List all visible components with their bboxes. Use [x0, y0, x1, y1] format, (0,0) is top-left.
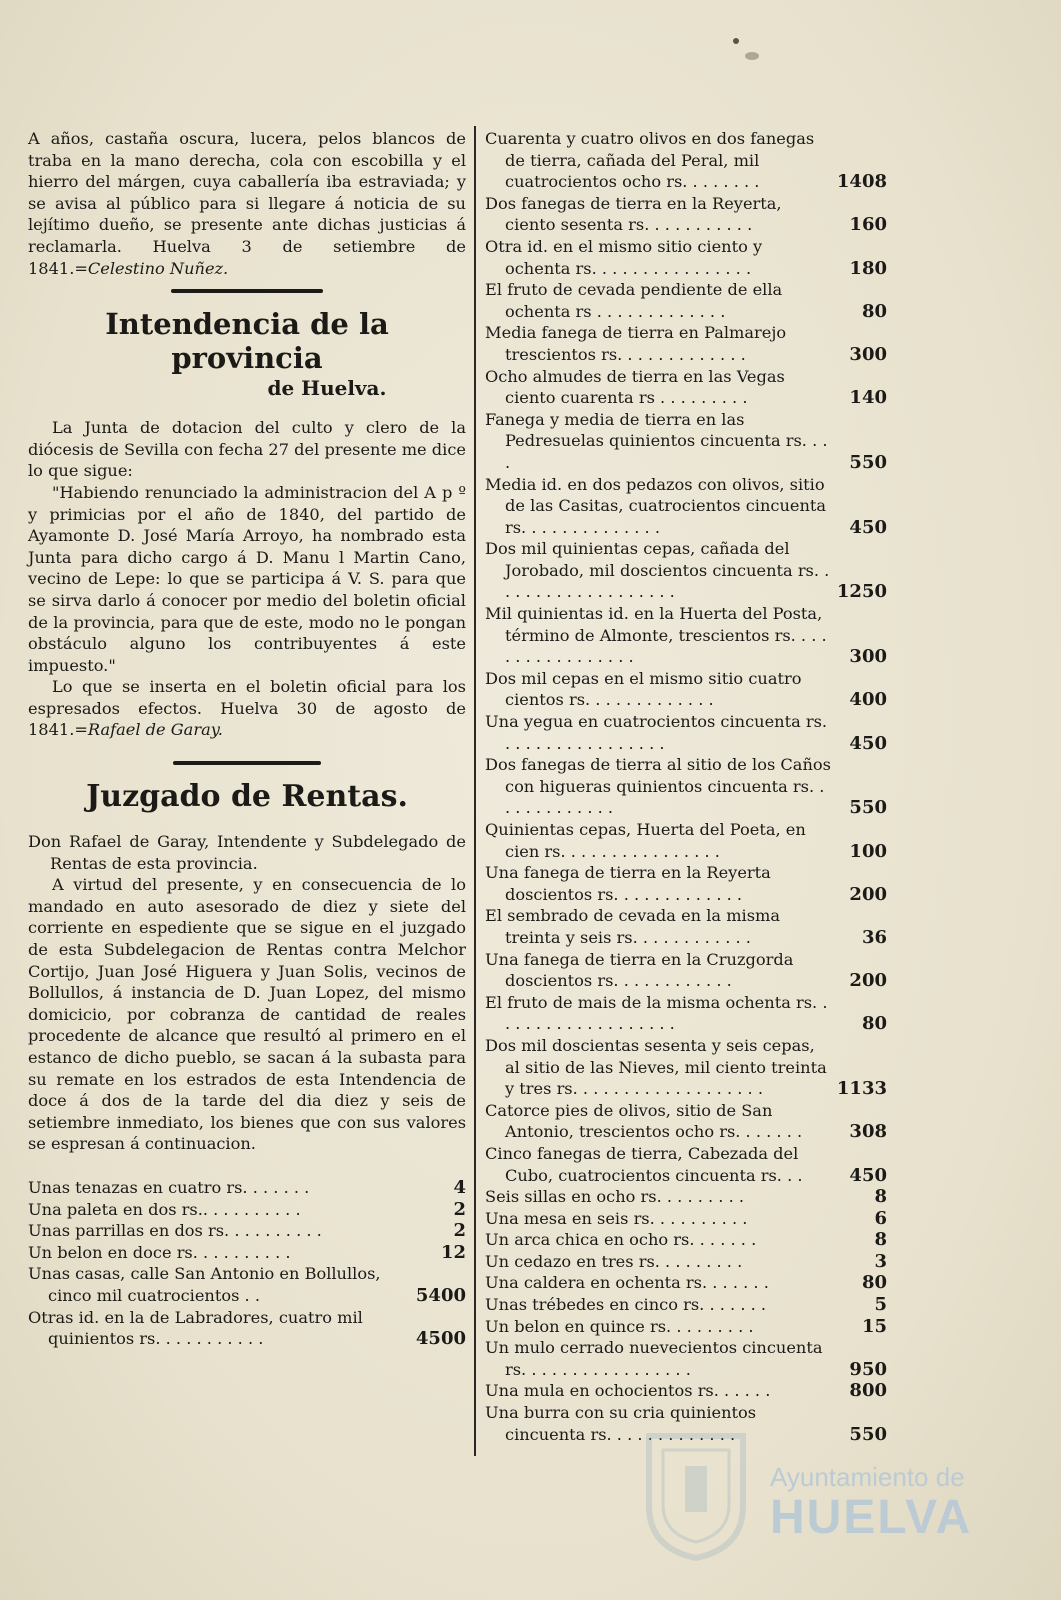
inventory-item-value: 4 — [453, 1176, 466, 1198]
inventory-item-description: Mil quinientas id. en la Huerta del Posta, término de Almonte, trescientos rs. . . . . . . . . . . . . . . . . — [485, 604, 827, 667]
inventory-item-value: 15 — [861, 1315, 887, 1337]
inventory-item — [485, 949, 887, 992]
inventory-item-description: Quinientas cepas, Huerta del Poeta, en cien rs. . . . . . . . . . . . . . . . — [485, 820, 806, 861]
inventory-item-value: 80 — [861, 1272, 887, 1294]
inventory-item-description: Una fanega de tierra en la Reyerta doscientos rs. . . . . . . . . . . . . — [485, 863, 771, 904]
inventory-item — [485, 128, 887, 193]
inventory-item — [485, 1035, 887, 1100]
inventory-item-description: Una yegua en cuatrocientos cincuenta rs. . . . . . . . . . . . . . . . . — [485, 712, 828, 753]
inventory-item-description: Una caldera en ochenta rs. . . . . . . — [485, 1273, 769, 1293]
inventory-item — [485, 754, 887, 819]
notice-intendencia-signature: Rafael de Garay. — [87, 720, 223, 740]
inventory-item — [485, 1229, 887, 1251]
inventory-item-description: Una burra con su cria quinientos cincuenta rs. . . . . . . . . . . . . — [485, 1403, 757, 1444]
inventory-item-value: 300 — [849, 343, 887, 365]
notice-juzgado-title: Juzgado de Rentas. — [86, 779, 408, 815]
inventory-item-description: Dos fanegas de tierra al sitio de los Caños con higueras quinientos cincuenta rs. . . . . . . . . . . . . — [485, 755, 831, 818]
inventory-item-value: 450 — [849, 1164, 887, 1186]
inventory-item-value: 100 — [849, 840, 887, 862]
inventory-list-left — [28, 1177, 466, 1350]
inventory-item-value: 12 — [440, 1241, 466, 1263]
inventory-item — [485, 1251, 887, 1273]
inventory-item-value: 36 — [861, 926, 887, 948]
inventory-item — [485, 1316, 887, 1338]
section-divider — [173, 761, 321, 765]
left-column — [28, 128, 466, 1350]
inventory-item-value: 80 — [861, 1013, 887, 1035]
inventory-item-value: 5 — [874, 1294, 887, 1316]
inventory-item-description: Ocho almudes de tierra en las Vegas ciento cuarenta rs . . . . . . . . . — [485, 366, 785, 408]
inventory-item-description: Un mulo cerrado nuevecientos cincuenta rs. . . . . . . . . . . . . . . . . — [485, 1338, 823, 1379]
inventory-item — [28, 1242, 466, 1264]
inventory-item-description: Un arca chica en ocho rs. . . . . . . — [485, 1230, 757, 1250]
notice-juzgado-paragraph-1: Don Rafael de Garay, Intendente y Subdelegado de Rentas de esta provincia. — [28, 832, 466, 873]
inventory-item-description: El sembrado de cevada en la misma treinta y seis rs. . . . . . . . . . . . — [485, 906, 781, 947]
notice-intendencia-paragraph-3: Lo que se inserta en el boletin oficial para los espresados efectos. Huelva 30 de agosto de 1841.=Rafael de Garay. — [28, 677, 466, 740]
inventory-item-description: Una mula en ochocientos rs. . . . . . — [485, 1381, 771, 1401]
inventory-item — [28, 1177, 466, 1199]
inventory-item — [485, 603, 887, 668]
inventory-item-description: Una mesa en seis rs. . . . . . . . . . — [485, 1208, 748, 1228]
inventory-item-description: Cuarenta y cuatro olivos en dos fanegas de tierra, cañada del Peral, mil cuatrocientos ocho rs. . . . . . . . — [485, 129, 815, 192]
inventory-item-description: Unas parrillas en dos rs. . . . . . . . . . — [28, 1221, 322, 1241]
inventory-item-value: 5400 — [415, 1284, 466, 1306]
inventory-item-description: Fanega y media de tierra en las Pedresuelas quinientos cincuenta rs. . . . — [485, 409, 828, 472]
inventory-item-description: Un cedazo en tres rs. . . . . . . . . — [485, 1251, 743, 1271]
inventory-item-value: 160 — [849, 214, 887, 236]
section-divider — [171, 289, 323, 293]
inventory-item-value: 450 — [849, 732, 887, 754]
notice-intendencia-paragraph-1: La Junta de dotacion del culto y clero de la diócesis de Sevilla con fecha 27 del presente me dice lo que sigue: — [28, 418, 466, 481]
inventory-item — [485, 711, 887, 754]
inventory-item-value: 80 — [861, 300, 887, 322]
inventory-item-value: 1408 — [836, 171, 887, 193]
inventory-item-value: 8 — [874, 1229, 887, 1251]
inventory-item-description: Otra id. en el mismo sitio ciento y ochenta rs. . . . . . . . . . . . . . . . — [485, 236, 763, 278]
inventory-item — [485, 538, 887, 603]
inventory-item-value: 950 — [849, 1358, 887, 1380]
inventory-item-value: 2 — [453, 1198, 466, 1220]
inventory-item-value: 308 — [849, 1121, 887, 1143]
inventory-list-right — [485, 128, 887, 1445]
inventory-item — [485, 862, 887, 905]
inventory-item-value: 140 — [849, 387, 887, 409]
inventory-item-value: 550 — [849, 797, 887, 819]
inventory-item-value: 4500 — [415, 1328, 466, 1350]
inventory-item-description: Otras id. en la de Labradores, cuatro mil quinientos rs. . . . . . . . . . . — [28, 1307, 363, 1349]
inventory-item — [485, 1380, 887, 1402]
inventory-item — [28, 1263, 466, 1306]
inventory-item-value: 550 — [849, 451, 887, 473]
inventory-item — [28, 1307, 466, 1350]
inventory-item — [28, 1220, 466, 1242]
inventory-item-value: 180 — [849, 257, 887, 279]
inventory-item — [485, 1186, 887, 1208]
inventory-item-description: Unas trébedes en cinco rs. . . . . . . — [485, 1295, 767, 1315]
inventory-item-value: 450 — [849, 516, 887, 538]
inventory-item-description: Dos fanegas de tierra en la Reyerta, ciento sesenta rs. . . . . . . . . . . — [485, 193, 782, 235]
inventory-item-description: Dos mil doscientas sesenta y seis cepas, al sitio de las Nieves, mil ciento treinta y tres rs. . . . . . . . . . . . . . . . . . . — [485, 1035, 827, 1099]
inventory-item-description: Seis sillas en ocho rs. . . . . . . . . — [485, 1187, 745, 1207]
notice-intendencia-paragraph-2: "Habiendo renunciado la administracion del A p º y primicias por el año de 1840, del partido de Ayamonte D. José María Arroyo, ha nombrado esta Junta para dicho cargo á D. Manu l Martin Cano, vecino de Lepe: lo que se participa á V. S. para que se sirva darlo á conocer por medio del boletin oficial de la provincia, para que de este, modo no le pongan obstáculo alguno los contribuyentes á este impuesto." — [28, 482, 466, 675]
inventory-item — [485, 819, 887, 862]
ink-stain — [745, 52, 759, 60]
inventory-item-description: Un belon en doce rs. . . . . . . . . . — [28, 1242, 291, 1262]
inventory-item-value: 3 — [874, 1250, 887, 1272]
inventory-item — [485, 193, 887, 236]
intro-paragraph: A años, castaña oscura, lucera, pelos blancos de traba en la mano derecha, cola con escobilla y el hierro del márgen, cuya caballería iba estraviada; y se avisa al público para si llegare á noticia de su lejítimo dueño, se presente ante dichas justicias á reclamarla. Huelva 3 de setiembre de 1841.=Celestino Nuñez. — [28, 129, 466, 278]
inventory-item-description: Cinco fanegas de tierra, Cabezada del Cubo, cuatrocientos cincuenta rs. . . — [485, 1143, 803, 1185]
inventory-item-value: 400 — [849, 689, 887, 711]
inventory-item — [485, 668, 887, 711]
inventory-item-description: Una paleta en dos rs.. . . . . . . . . . — [28, 1199, 301, 1219]
inventory-item — [485, 279, 887, 322]
column-rule — [474, 126, 476, 1456]
intro-signature: Celestino Nuñez. — [87, 258, 229, 278]
inventory-item-description: Unas tenazas en cuatro rs. . . . . . . — [28, 1177, 310, 1197]
inventory-item-value: 6 — [874, 1207, 887, 1229]
inventory-item-value: 1250 — [836, 581, 887, 603]
inventory-item-description: Una fanega de tierra en la Cruzgorda doscientos rs. . . . . . . . . . . . — [485, 949, 794, 991]
inventory-item-description: Media id. en dos pedazos con olivos, sitio de las Casitas, cuatrocientos cincuenta rs. . . . . . . . . . . . . . — [485, 474, 827, 537]
inventory-item-description: El fruto de cevada pendiente de ella ochenta rs . . . . . . . . . . . . . — [485, 280, 783, 321]
inventory-item — [485, 1208, 887, 1230]
inventory-item-description: Dos mil cepas en el mismo sitio cuatro cientos rs. . . . . . . . . . . . . — [485, 668, 802, 710]
city-crest-watermark-icon — [641, 1426, 751, 1562]
inventory-item — [485, 1100, 887, 1143]
inventory-item — [485, 409, 887, 474]
inventory-item — [485, 1294, 887, 1316]
watermark-line-2: HUELVA — [770, 1491, 973, 1544]
inventory-item-description: Media fanega de tierra en Palmarejo trescientos rs. . . . . . . . . . . . . — [485, 323, 787, 364]
inventory-item-description: Catorce pies de olivos, sitio de San Antonio, trescientos ocho rs. . . . . . . — [485, 1100, 803, 1142]
inventory-item — [485, 236, 887, 279]
inventory-item — [485, 992, 887, 1035]
inventory-item — [485, 1143, 887, 1186]
inventory-item — [485, 322, 887, 365]
inventory-item-description: Dos mil quinientas cepas, cañada del Jorobado, mil doscientos cincuenta rs. . . . . . . . . . . . . . . . . . . — [485, 539, 830, 602]
inventory-item-description: Un belon en quince rs. . . . . . . . . — [485, 1316, 754, 1336]
inventory-item — [485, 366, 887, 409]
inventory-item-value: 200 — [849, 883, 887, 905]
inventory-item — [485, 474, 887, 539]
inventory-item-value: 2 — [453, 1220, 466, 1242]
inventory-item — [485, 1337, 887, 1380]
inventory-item-description: Unas casas, calle San Antonio en Bollullos, cinco mil cuatrocientos . . — [28, 1264, 381, 1305]
notice-intendencia-subtitle: de Huelva. — [267, 376, 387, 401]
inventory-item — [485, 1272, 887, 1294]
inventory-item-description: El fruto de mais de la misma ochenta rs. . . . . . . . . . . . . . . . . . . — [485, 992, 828, 1034]
right-column — [485, 128, 887, 1445]
notice-intendencia-title: Intendencia de la provincia — [105, 307, 389, 376]
ink-spot — [733, 38, 739, 44]
inventory-item — [28, 1199, 466, 1221]
inventory-item — [485, 905, 887, 948]
inventory-item-value: 8 — [874, 1186, 887, 1208]
watermark-line-1: Ayuntamiento de — [770, 1462, 965, 1492]
inventory-item-value: 800 — [849, 1380, 887, 1402]
inventory-item-value: 300 — [849, 646, 887, 668]
notice-juzgado-paragraph-2: A virtud del presente, y en consecuencia de lo mandado en auto asesorado de diez y siete del corriente en espediente que se sigue en el juzgado de esta Subdelegacion de Rentas contra Melchor Cortijo, Juan José Higuera y Juan Solis, vecinos de Bollullos, á instancia de D. Juan Lopez, del mismo domicicio, por cobranza de cantidad de reales procedente de alcance que resultó al primero en el estanco de dicho pueblo, se sacan á la subasta para su remate en los estrados de esta Intendencia de doce á dos de la tarde del dia diez y seis de setiembre inmediato, los bienes que con sus valores se espresan á continuacion. — [28, 875, 466, 1154]
inventory-item-value: 1133 — [836, 1078, 887, 1100]
inventory-item-value: 550 — [849, 1423, 887, 1445]
inventory-item-value: 200 — [849, 970, 887, 992]
